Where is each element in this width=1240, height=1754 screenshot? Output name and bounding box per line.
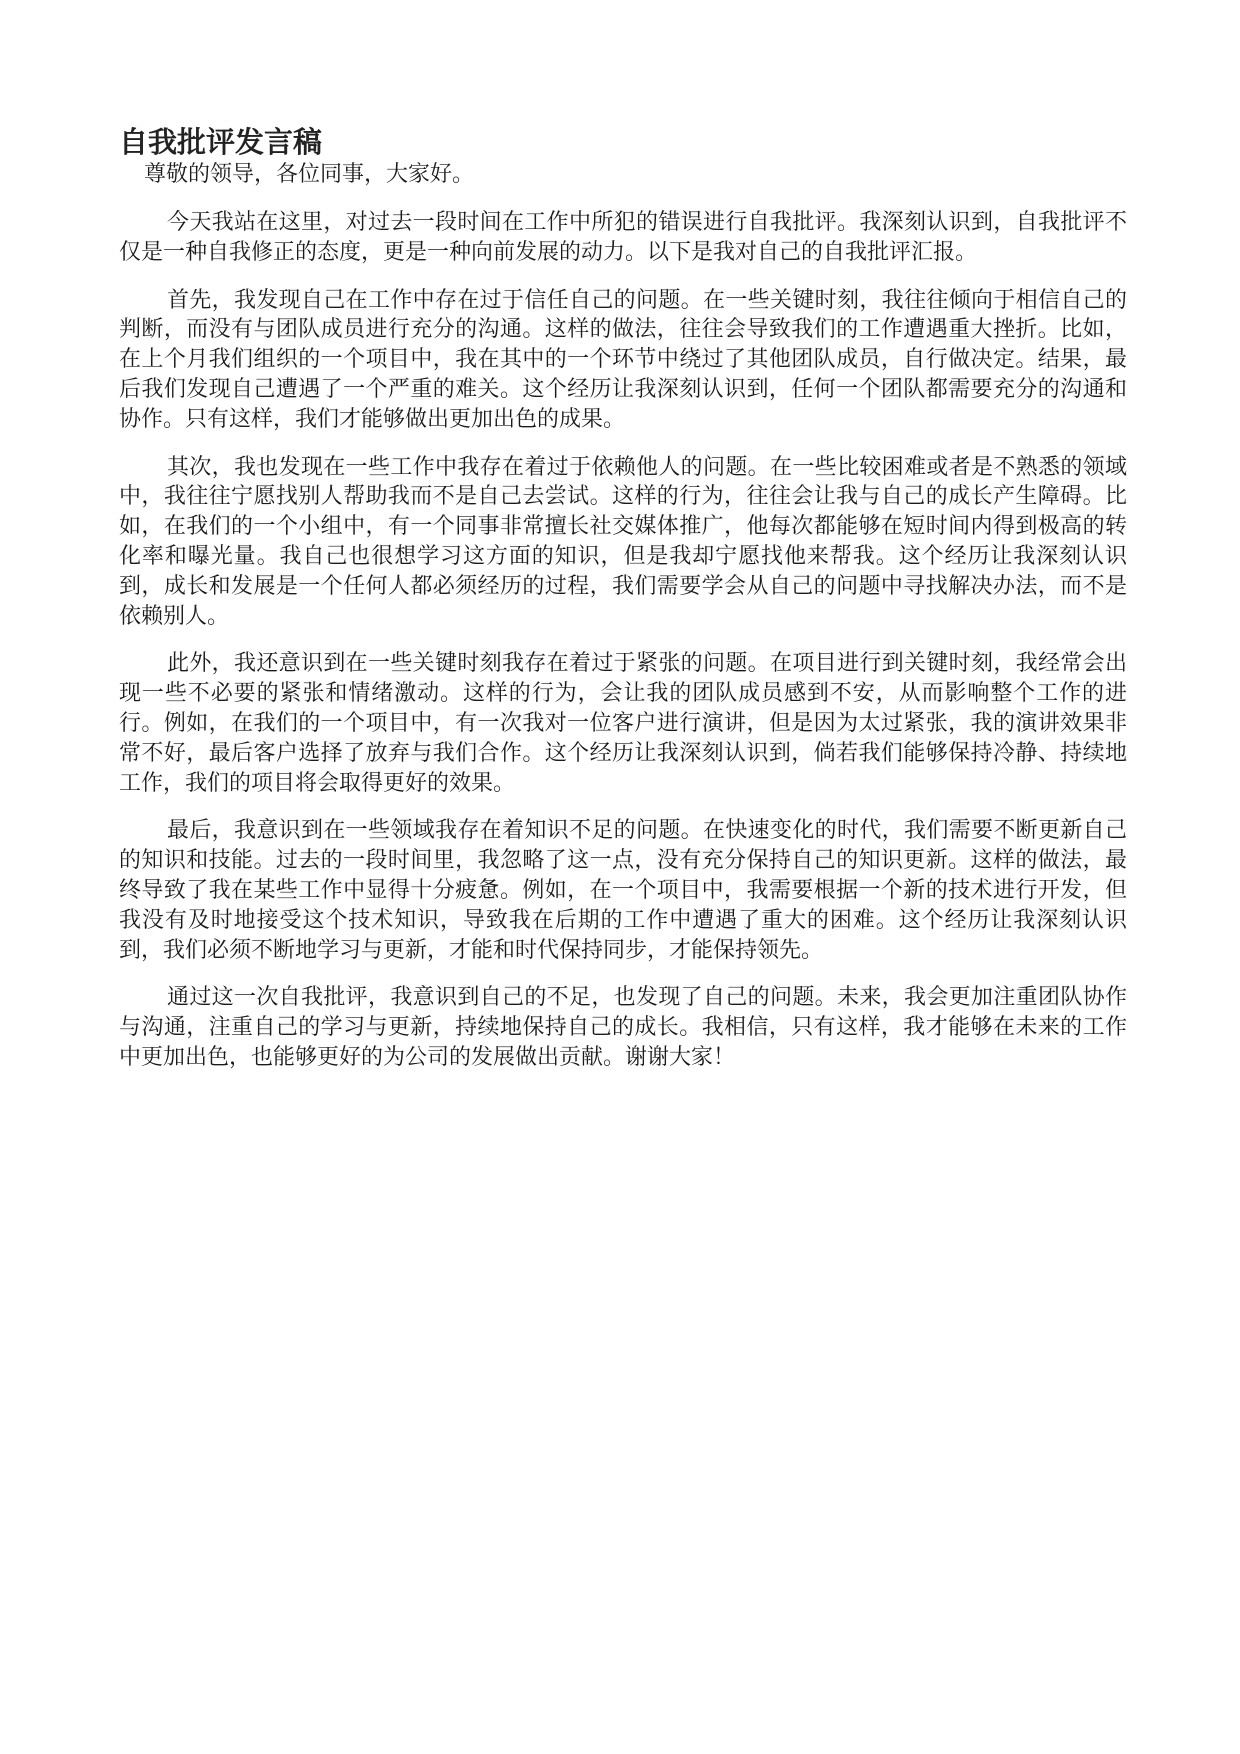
document-body [119,124,1127,1091]
paragraph-second-point: 其次，我也发现在一些工作中我存在着过于依赖他人的问题。在一些比较困难或者是不熟悉的领域中，我往往宁愿找别人帮助我而不是自己去尝试。这样的行为，往往会让我与自己的成长产生障碍。比如，在我们的一个小组中，有一个同事非常擅长社交媒体推广，他每次都能够在短时间内得到极高的转化率和曝光量。我自己也很想学习这方面的知识，但是我却宁愿找他来帮我。这个经历让我深刻认识到，成长和发展是一个任何人都必须经历的过程，我们需要学会从自己的问题中寻找解决办法，而不是依赖别人。 [119,454,1127,629]
paragraph-intro: 今天我站在这里，对过去一段时间在工作中所犯的错误进行自我批评。我深刻认识到，自我批评不仅是一种自我修正的态度，更是一种向前发展的动力。以下是我对自己的自我批评汇报。 [119,210,1127,265]
paragraph-third-point: 此外，我还意识到在一些关键时刻我存在着过于紧张的问题。在项目进行到关键时刻，我经常会出现一些不必要的紧张和情绪激动。这样的行为，会让我的团队成员感到不安，从而影响整个工作的进行。例如，在我们的一个项目中，有一次我对一位客户进行演讲，但是因为太过紧张，我的演讲效果非常不好，最后客户选择了放弃与我们合作。这个经历让我深刻认识到，倘若我们能够保持冷静、持续地工作，我们的项目将会取得更好的效果。 [119,651,1127,796]
paragraph-fourth-point: 最后，我意识到在一些领域我存在着知识不足的问题。在快速变化的时代，我们需要不断更新自己的知识和技能。过去的一段时间里，我忽略了这一点，没有充分保持自己的知识更新。这样的做法，最终导致了我在某些工作中显得十分疲惫。例如，在一个项目中，我需要根据一个新的技术进行开发，但我没有及时地接受这个技术知识，导致我在后期的工作中遭遇了重大的困难。这个经历让我深刻认识到，我们必须不断地学习与更新，才能和时代保持同步，才能保持领先。 [119,818,1127,963]
paragraph-first-point: 首先，我发现自己在工作中存在过于信任自己的问题。在一些关键时刻，我往往倾向于相信自己的判断，而没有与团队成员进行充分的沟通。这样的做法，往往会导致我们的工作遭遇重大挫折。比如，在上个月我们组织的一个项目中，我在其中的一个环节中绕过了其他团队成员，自行做决定。结果，最后我们发现自己遭遇了一个严重的难关。这个经历让我深刻认识到，任何一个团队都需要充分的沟通和协作。只有这样，我们才能够做出更加出色的成果。 [119,287,1127,432]
greeting-line: 尊敬的领导，各位同事，大家好。 [144,162,475,187]
paragraph-conclusion: 通过这一次自我批评，我意识到自己的不足，也发现了自己的问题。未来，我会更加注重团队协作与沟通，注重自己的学习与更新，持续地保持自己的成长。我相信，只有这样，我才能够在未来的工作中更加出色，也能够更好的为公司的发展做出贡献。谢谢大家！ [119,985,1127,1070]
document-title: 自我批评发言稿 [119,125,323,159]
